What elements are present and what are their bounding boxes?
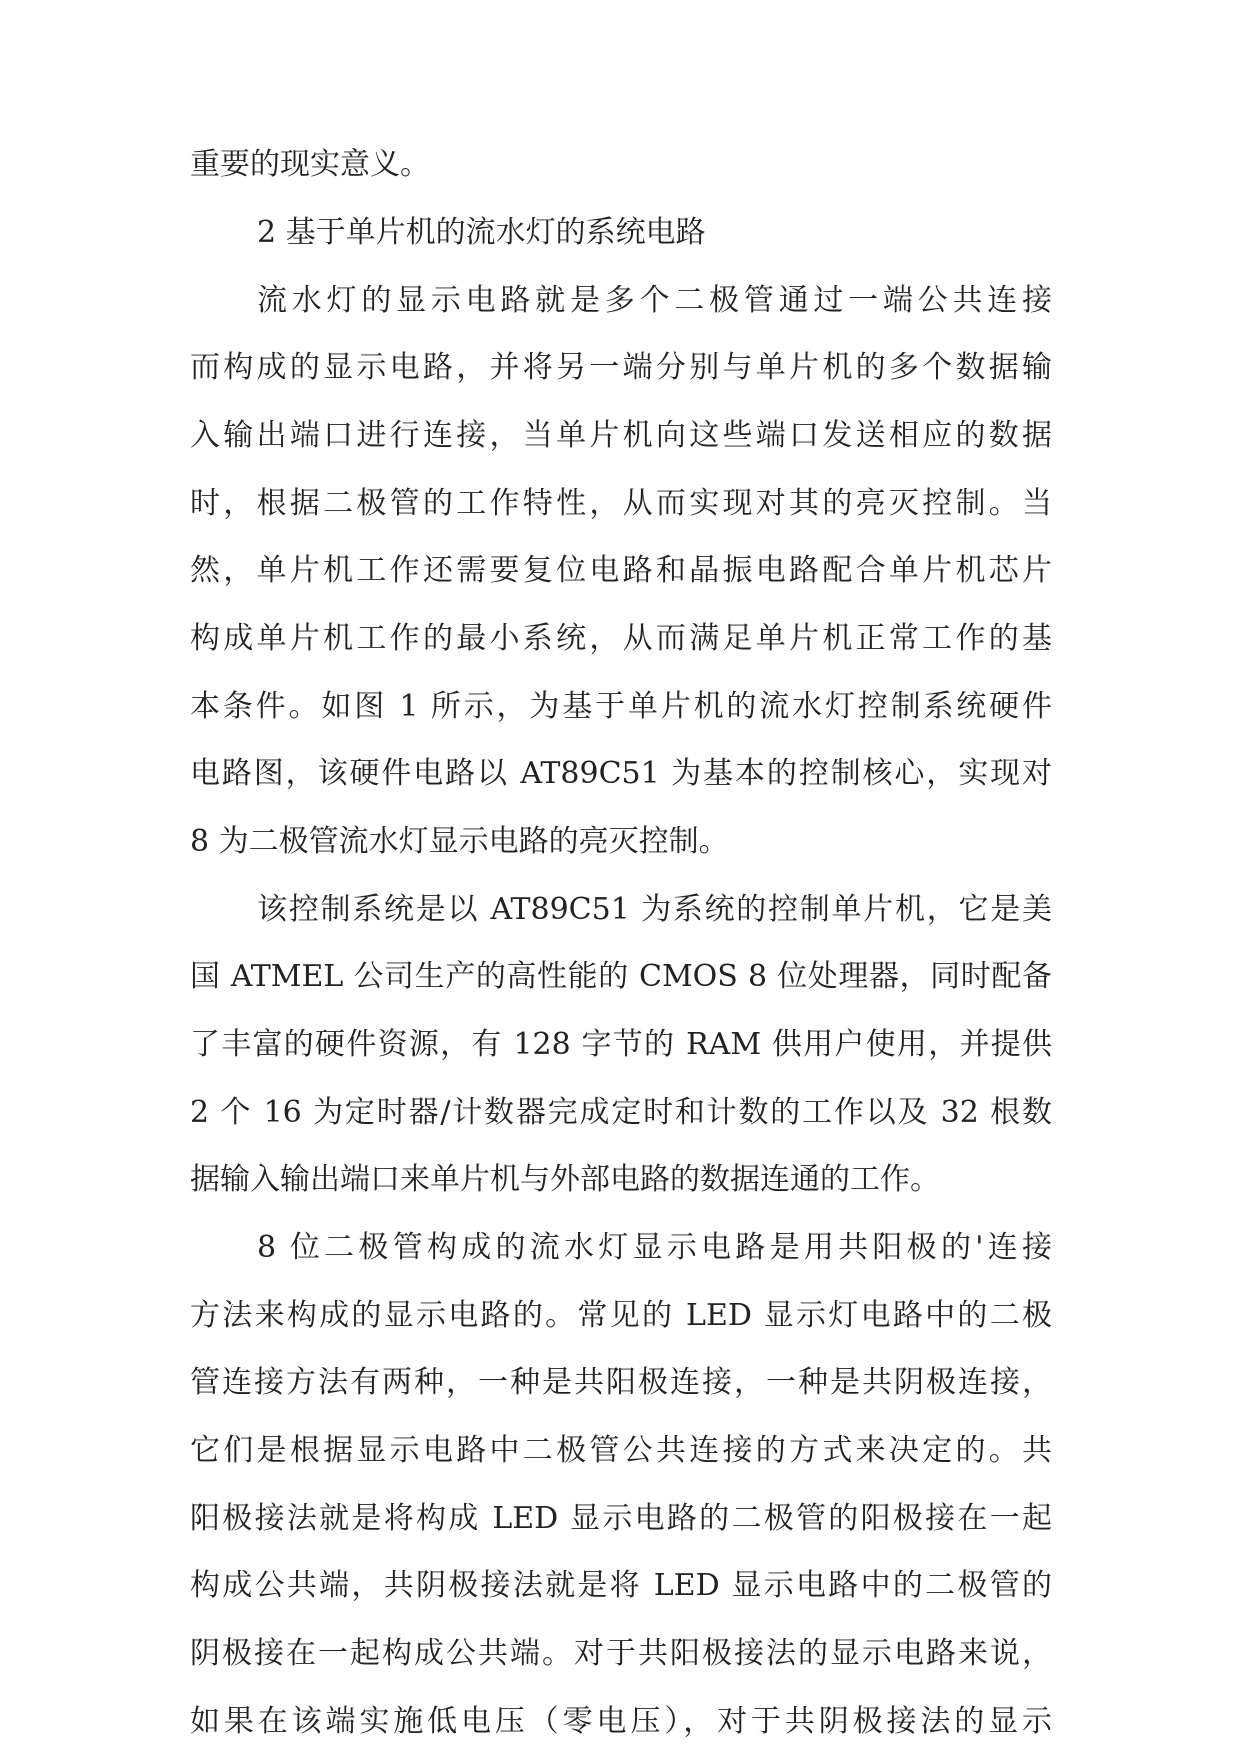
text-line: 8 位二极管构成的流水灯显示电路是用共阳极的'连接 [257, 1230, 1052, 1265]
text-line: 构成单片机工作的最小系统，从而满足单片机正常工作的基 [190, 621, 1052, 656]
text-line: 方法来构成的显示电路的。常见的 LED 显示灯电路中的二极 [190, 1298, 1052, 1333]
text-line: 而构成的显示电路，并将另一端分别与单片机的多个数据输 [190, 350, 1052, 385]
text-line: 阴极接在一起构成公共端。对于共阳极接法的显示电路来说， [190, 1636, 1052, 1671]
text-line: 国 ATMEL 公司生产的高性能的 CMOS 8 位处理器，同时配备 [190, 959, 1052, 994]
text-line: 如果在该端实施低电压（零电压），对于共阴极接法的显示 [190, 1704, 1052, 1739]
text-line: 入输出端口进行连接，当单片机向这些端口发送相应的数据 [190, 418, 1052, 453]
text-line: 该控制系统是以 AT89C51 为系统的控制单片机，它是美 [257, 892, 1052, 927]
text-line: 了丰富的硬件资源，有 128 字节的 RAM 供用户使用，并提供 [190, 1027, 1052, 1062]
text-line: 电路图，该硬件电路以 AT89C51 为基本的控制核心，实现对 [190, 756, 1052, 791]
text-line: 据输入输出端口来单片机与外部电路的数据连通的工作。 [190, 1162, 940, 1197]
text-line: 时，根据二极管的工作特性，从而实现对其的亮灭控制。当 [190, 486, 1052, 521]
text-line: 本条件。如图 1 所示，为基于单片机的流水灯控制系统硬件 [190, 689, 1052, 724]
text-line: 8 为二极管流水灯显示电路的亮灭控制。 [190, 824, 729, 859]
text-line: 然，单片机工作还需要复位电路和晶振电路配合单片机芯片 [190, 553, 1052, 588]
section-heading: 2 基于单片机的流水灯的系统电路 [257, 215, 706, 250]
text-line: 2 个 16 为定时器/计数器完成定时和计数的工作以及 32 根数 [190, 1095, 1052, 1130]
text-line: 重要的现实意义。 [190, 147, 430, 182]
text-line: 它们是根据显示电路中二极管公共连接的方式来决定的。共 [190, 1433, 1052, 1468]
text-line: 流水灯的显示电路就是多个二极管通过一端公共连接 [257, 283, 1052, 318]
text-line: 阳极接法就是将构成 LED 显示电路的二极管的阳极接在一起 [190, 1501, 1052, 1536]
text-line: 管连接方法有两种，一种是共阳极连接，一种是共阴极连接， [190, 1365, 1052, 1400]
text-line: 构成公共端，共阴极接法就是将 LED 显示电路中的二极管的 [190, 1568, 1052, 1603]
